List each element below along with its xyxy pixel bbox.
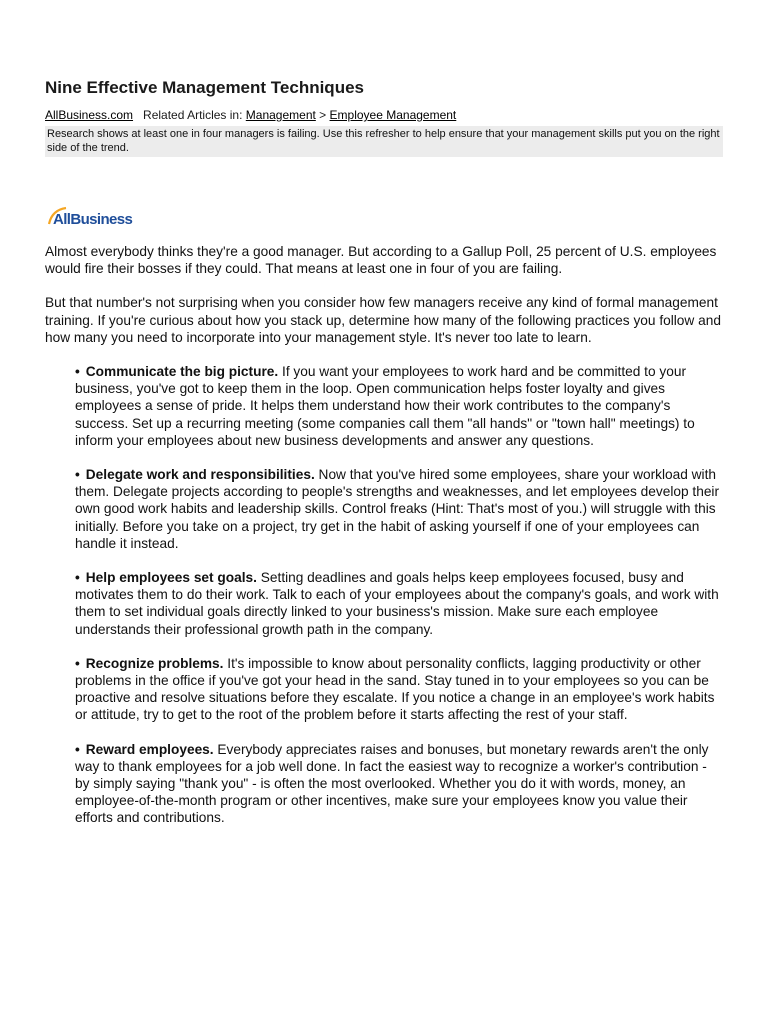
item-text: Now that you've hired some employees, share your workload with them. Delegate projects according to people's strengths and weaknesses, and let employees develop their own good work habits and leadership skills. Control freaks (Hint: That's most of you.) will struggle with this initially. Before you take on a project, try get in the habit of asking yourself if one of your employees can handle it instead. — [75, 467, 720, 551]
breadcrumb-separator: > — [319, 108, 327, 122]
list-item — [75, 363, 725, 449]
techniques-list — [45, 363, 725, 827]
item-lead: Reward employees. — [85, 741, 214, 757]
item-lead: Communicate the big picture. — [85, 364, 279, 380]
allbusiness-logo — [46, 204, 138, 230]
item-text: Everybody appreciates raises and bonuses, but monetary rewards aren't the only way to thank employees for a job well done. In fact the easiest way to recognize a worker's contribution - by simply saying "thank you" - is often the most overlooked. Whether you do it with words, money, an employee-of-the-month program or other incentives, make sure your employees know you value their efforts and contributions. — [75, 741, 709, 826]
article-summary: Research shows at least one in four managers is failing. Use this refresher to help ensure that your management skills put you on the right side of the trend. — [45, 126, 723, 157]
bullet: • — [75, 655, 80, 671]
intro-paragraph-1: Almost everybody thinks they're a good manager. But according to a Gallup Poll, 25 percent of U.S. employees would fire their bosses if they could. That means at least one in four of you are failing. — [45, 244, 717, 277]
logo-text: AllBusiness — [53, 211, 133, 228]
category-link-employee-management[interactable]: Employee Management — [329, 108, 457, 122]
category-link-management[interactable]: Management — [245, 108, 316, 122]
related-label: Related Articles in: — [143, 108, 243, 122]
item-text: It's impossible to know about personality conflicts, lagging productivity or other problems in the office if you've got your head in the sand. Stay tuned in to your employees so you can be proactive and resolve situations before they escalate. If you notice a change in an employee's work habits or attitude, try to get to the root of the problem before it starts affecting the rest of your staff. — [75, 655, 715, 723]
article-body — [45, 243, 725, 844]
bullet: • — [75, 570, 80, 586]
item-text: If you want your employees to work hard and be committed to your business, you've got to keep them in the loop. Open communication helps foster loyalty and gives employees a sense of pride. It helps them understand how their work contributes to the company's success. Set up a recurring meeting (some companies call them "all hands" or "town hall" meetings) to inform your employees about new business developments and answer any questions. — [75, 364, 695, 448]
item-lead: Delegate work and responsibilities. — [85, 467, 315, 483]
item-lead: Recognize problems. — [85, 655, 224, 671]
item-text: Setting deadlines and goals helps keep employees focused, busy and motivates them to do their work. Talk to each of your employees about the company's goals, and work with them to set individual goals directly linked to your business's mission. Make sure each employee understands their professional growth path in the company. — [75, 570, 719, 637]
list-item — [75, 655, 725, 724]
bullet: • — [75, 364, 80, 380]
bullet: • — [75, 741, 80, 757]
item-lead: Help employees set goals. — [85, 570, 257, 586]
bullet: • — [75, 467, 80, 483]
article-title: Nine Effective Management Techniques — [45, 78, 364, 97]
list-item — [75, 466, 725, 552]
source-link[interactable]: AllBusiness.com — [45, 108, 134, 122]
breadcrumb — [45, 108, 456, 122]
intro-paragraph-2: But that number's not surprising when you consider how few managers receive any kind of formal management training. If you're curious about how you stack up, determine how many of the following practices you follow and how many you need to incorporate into your management style. It's never too late to learn. — [45, 295, 721, 345]
list-item — [75, 741, 725, 827]
list-item — [75, 569, 725, 638]
